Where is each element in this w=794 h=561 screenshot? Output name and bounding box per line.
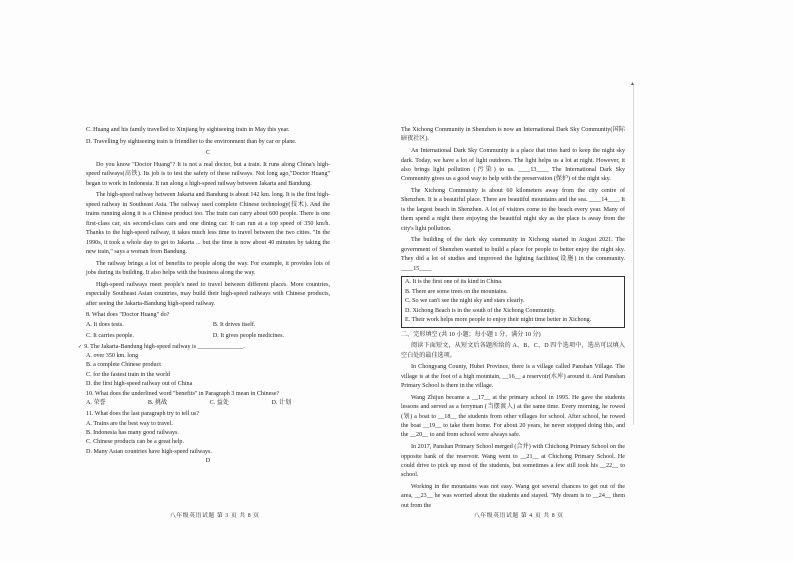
q8-option-d: D. It gives people medicines.: [212, 332, 284, 339]
passage-d-paragraph-2: The Xichong Community is about 60 kilometers away from the city centre of Shenzhen. It is a beautiful place. There are beautiful mountains and the sea. ____14____ It is the largest beach in Shenzhen. A lot of visitors come to the beach every year. Many of them spend a night there enjoying the beautiful night sky as the place is away from the city's light pollution.: [401, 188, 625, 232]
passage-d-paragraph-3: The building of the dark sky community in Xichong started in August 2021. The government of Shenzhen wanted to build a place for people to better enjoy the night sky. They did a lot of studies and improved the lighting facilities(设施) in the community. ____15____: [401, 237, 625, 272]
passage-d-paragraph-1: An International Dark Sky Community is a place that tries hard to keep the night sky dark. Today, we have a lot of light outdoors. The light helps us a lot at night. However, it also brings light pollution (污染) to us. ____13____ The International Dark Sky Community gives us a good way to help with the preservation (保护) of the night sky.: [401, 148, 625, 183]
box-option-e: E. Their work helps more people to enjoy their night time better in Xichong.: [405, 317, 592, 324]
right-page-column: [401, 126, 625, 514]
sentence-options-box: [401, 276, 625, 327]
q10-option-d: D. 计划: [271, 400, 292, 407]
question-8-options-row2: [86, 332, 330, 341]
q10-option-b: B. 挑战: [147, 400, 168, 407]
q9-option-c: C. for the fastest train in the world: [86, 371, 170, 378]
cloze-section-heading: 二、完形填空 (共 10 小题；每小题 1 分，满分 10 分): [401, 331, 541, 338]
cloze-paragraph-3: In 2017, Panshan Primary School merged (合并) with Chichong Primary School on the opposite bank of the reservoir. Wang went to __21__ at Chichong Primary School. He could drive to pick up most of the students, but sometimes a few still took his __22__ to school.: [401, 444, 625, 479]
q11-option-c: C. Chinese products can be a great help.: [86, 439, 184, 446]
box-option-d: D. Xichong Beach is in the south of the Xichong Community.: [405, 307, 556, 314]
passage-c-paragraph-3: The railway brings a lot of benefits to people along the way. For example, it provides lots of jobs during its building. It also helps with the business along the way.: [86, 260, 330, 277]
q8-option-a: A. It does tests.: [86, 321, 124, 328]
question-10-options: [86, 399, 330, 408]
cloze-paragraph-2: Wang Zhijun became a __17__ at the primary school in 1995. He gave the students lessons and served as a ferryman (当摆渡人) at the same time. Every morning, he rowed (划) a boat to __18__ the students from other villages for school. After school, he rowed the boat __19__ to take them home. For about 20 years, he never stopped doing this, and the __20__ to and from school were always safe.: [401, 394, 625, 439]
box-option-a: A. It is the first one of its kind in China.: [405, 279, 503, 286]
question-tick-icon: ✓: [78, 344, 83, 350]
q11-option-d: D. Many Asian countries have high-speed railways.: [86, 448, 212, 455]
box-option-b: B. There are some trees on the mountains.: [405, 288, 508, 295]
page-edge-divider: [633, 85, 634, 425]
passage-d-title-line: The Xichong Community in Shenzhen is now an International Dark Sky Community(国际暗夜社区).: [401, 127, 625, 143]
cloze-paragraph-4: Working in the mountains was not easy. Wang got several chances to get out of the area, __23__ he was worried about the students and stayed. "My dream is to __24__ them out from the: [401, 484, 625, 509]
cloze-instructions: 阅读下面短文，从短文后各题所给的 A、B、C、D 四个选项中，选出可以填入空白处的最佳选项。: [401, 343, 625, 359]
section-c-heading: C: [205, 150, 211, 157]
q8-option-b: B. It drives itself.: [212, 321, 256, 328]
q9-option-b: B. a complete Chinese product: [86, 362, 161, 369]
question-8: 8. What does "Doctor Huang" do?: [86, 312, 170, 319]
q8-option-c: C. It carries people.: [86, 332, 134, 339]
q10-option-a: A. 荣誉: [86, 400, 106, 407]
left-page-footer: 八年级英语试题 第 3 页 共 8 页: [170, 513, 260, 519]
option-d-line: D. Travelling by sightseeing train is friendlier to the environment than by car or plane.: [86, 138, 297, 145]
right-page-footer: 八年级英语试题 第 4 页 共 8 页: [474, 513, 564, 519]
question-11: 11. What does the last paragraph try to tell us?: [86, 411, 200, 418]
q11-option-a: A. Trains are the best way to travel.: [86, 420, 173, 427]
passage-c-paragraph-4: High-speed railways meet people's need to travel between different places. More countries, especially Southeast Asian countries, may build their high-speed railways with Chinese products, after seeing the Jakarta-Bandung high-speed railway.: [86, 281, 330, 307]
option-c-line: C. Huang and his family travelled to Xinjiang by sightseeing train in May this year.: [86, 127, 290, 133]
left-page-column: [78, 126, 330, 469]
section-d-heading: D: [205, 458, 211, 465]
margin-mark-icon: ▲: [630, 82, 635, 87]
passage-c-paragraph-2: The high-speed railway between Jakarta and Bandung is about 142 km. long. It is the first high-speed railway in Southeast Asia. The railway used complete Chinese technology(技术). And the trains running along it is a Chinese product too. The train can carry about 600 people. There is one first-class car, six second-class cars and one dining car. It can run at a top speed of 350 km/h. Thanks to the high-speed railway, it takes much less time to travel between the two cities. "In the 1990s, it took a whole day to get to Jakarta ... but the time is now about 40 minutes by taking the new train," says a woman from Bandung.: [86, 192, 330, 255]
q11-option-b: B. Indonesia has many good railways.: [86, 429, 179, 436]
question-10: 10. What does the underlined word "benefits" in Paragraph 3 mean in Chinese?: [86, 390, 280, 397]
question-9: [78, 343, 330, 352]
question-8-options: [86, 321, 330, 330]
cloze-paragraph-1: In Chongyang County, Hubei Province, there is a village called Panshan Village. The village is at the foot of a high mountain, __16__ a reservoir(水库) around it. And Panshan Primary School is there in the village.: [401, 364, 625, 390]
q9-option-d: D. the first high-speed railway out of China: [86, 381, 193, 388]
box-option-c: C. So we can't see the night sky and stars clearly.: [405, 298, 525, 305]
q9-option-a: A. over 350 km. long: [86, 352, 139, 359]
q10-option-c: C. 益处: [209, 400, 229, 407]
passage-c-paragraph-1: Do you know "Doctor Huang"? It is not a real doctor, but a train. It runs along China's high-speed railways(高铁). Its job is to test the safety of these railways. Not long ago,"Doctor Huang" began to work in Indonesia. It ran along a high-speed railway between Jakarta and Bandung.: [86, 161, 330, 187]
question-9-text: 9. The Jakarta-Bandung high-speed railway is _______________.: [84, 343, 245, 350]
